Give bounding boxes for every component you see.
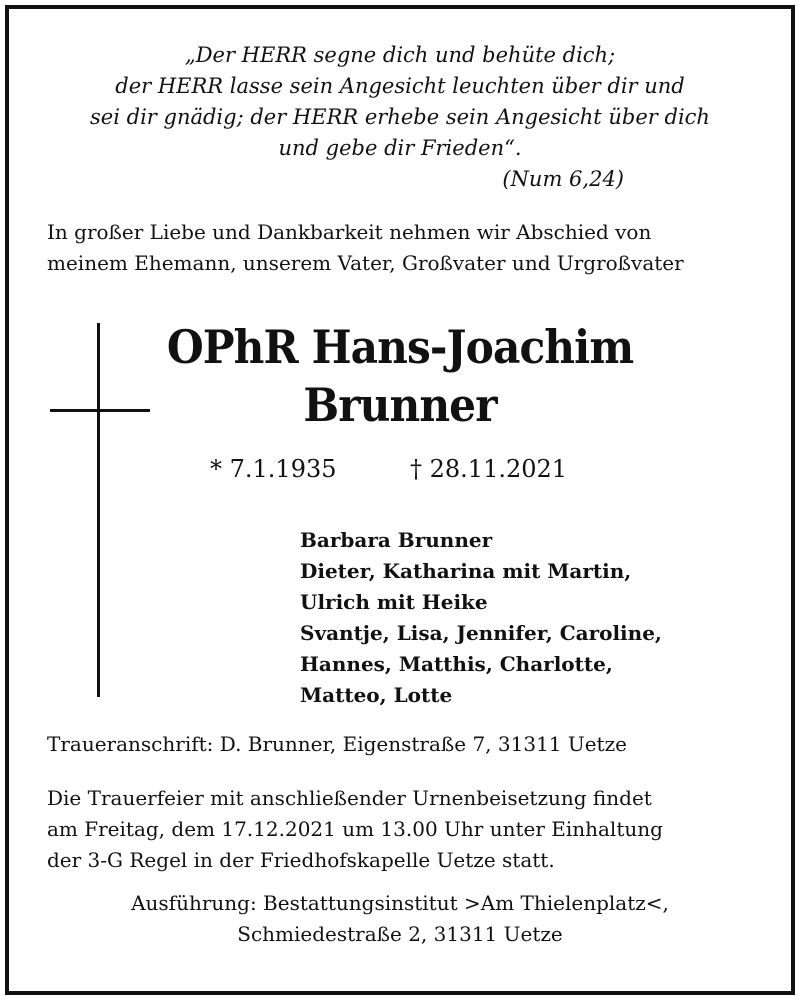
verse-reference: (Num 6,24) — [502, 167, 624, 191]
mourner-line: Barbara Brunner — [300, 528, 493, 552]
cross-icon-vertical — [97, 323, 100, 697]
mourner-line: Dieter, Katharina mit Martin, — [300, 559, 632, 583]
bible-verse — [40, 40, 760, 191]
verse-line: der HERR lasse sein Angesicht leuchten über dir und — [115, 74, 685, 98]
birth-date: * 7.1.1935 — [210, 455, 337, 483]
ceremony-info — [47, 783, 767, 876]
name-line-1: OPhR Hans-Joachim — [166, 320, 634, 374]
ceremony-line: am Freitag, dem 17.12.2021 um 13.00 Uhr unter Einhaltung — [47, 817, 663, 841]
ceremony-line: Die Trauerfeier mit anschließender Urnenbeisetzung findet — [47, 786, 652, 810]
executor-line: Schmiedestraße 2, 31311 Uetze — [237, 922, 563, 946]
mourner-line: Svantje, Lisa, Jennifer, Caroline, — [300, 621, 662, 645]
death-date: † 28.11.2021 — [410, 455, 568, 483]
intro-text — [47, 217, 767, 279]
mourner-line: Matteo, Lotte — [300, 683, 453, 707]
mourning-address: Traueranschrift: D. Brunner, Eigenstraße 7, 31311 Uetze — [47, 732, 627, 756]
intro-line: In großer Liebe und Dankbarkeit nehmen wir Abschied von — [47, 220, 652, 244]
mourner-line: Ulrich mit Heike — [300, 590, 488, 614]
verse-line: „Der HERR segne dich und behüte dich; — [184, 43, 616, 67]
deceased-name — [124, 318, 676, 434]
ceremony-line: der 3-G Regel in der Friedhofskapelle Uetze statt. — [47, 848, 555, 872]
intro-line: meinem Ehemann, unserem Vater, Großvater und Urgroßvater — [47, 251, 684, 275]
verse-line: sei dir gnädig; der HERR erhebe sein Angesicht über dich — [90, 105, 710, 129]
funeral-director — [40, 888, 760, 950]
executor-line: Ausführung: Bestattungsinstitut >Am Thielenplatz<, — [131, 891, 669, 915]
mourner-line: Hannes, Matthis, Charlotte, — [300, 652, 613, 676]
mourners-list — [300, 525, 662, 711]
verse-line: und gebe dir Frieden“. — [278, 136, 522, 160]
name-line-2: Brunner — [303, 378, 497, 432]
